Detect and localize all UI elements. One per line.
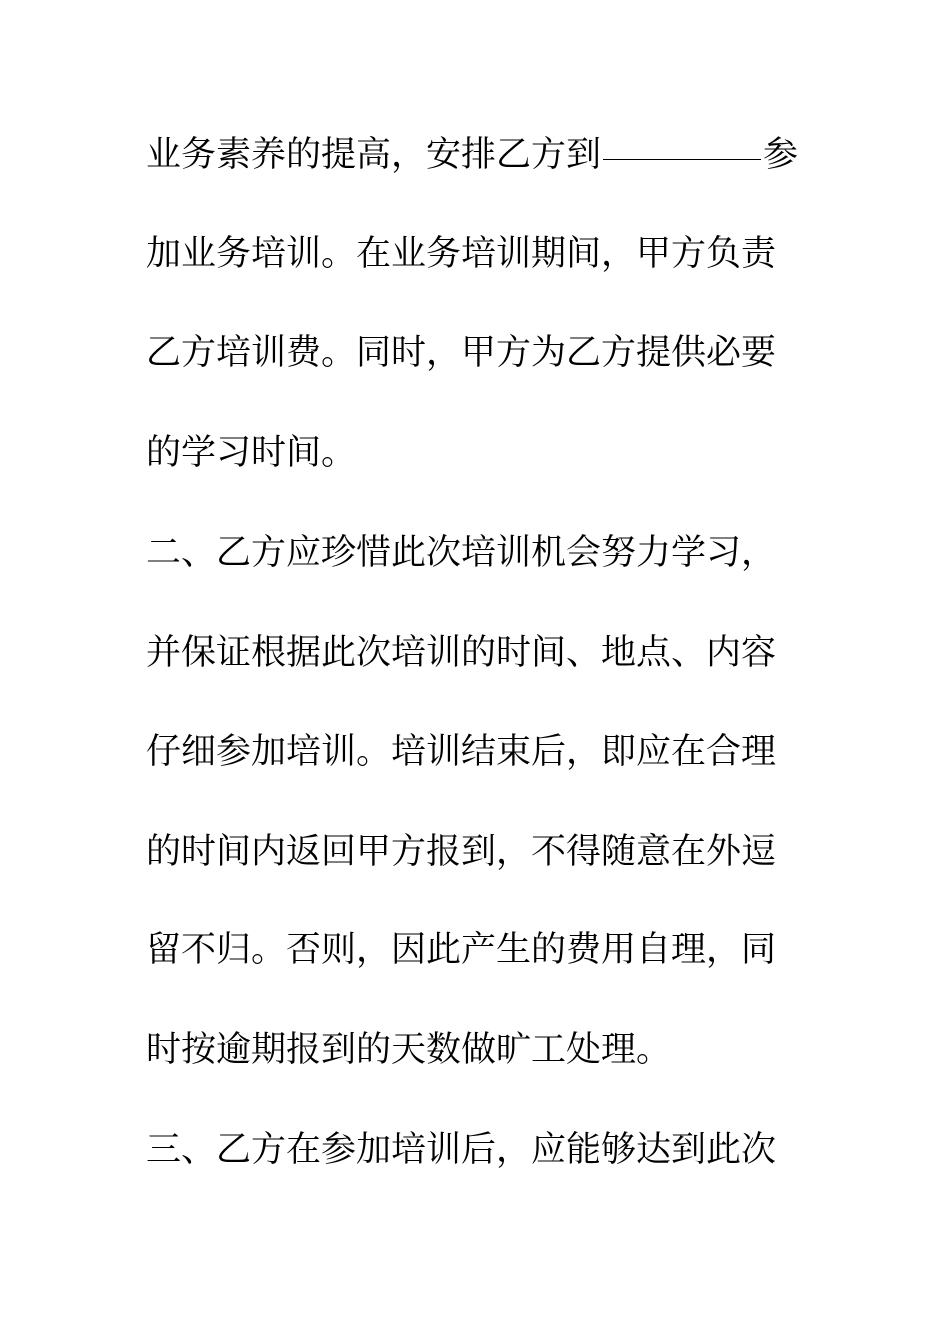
clause-two-line-4: 的时间内返回甲方报到，不得随意在外逗	[146, 832, 777, 872]
clause-two-line-5: 留不归。否则，因此产生的费用自理，同	[146, 930, 777, 970]
clause-two-line-3: 仔细参加培训。培训结束后，即应在合理	[146, 732, 777, 772]
paragraph-line-3: 乙方培训费。同时，甲方为乙方提供必要	[146, 333, 777, 373]
line-1-text-before-blank: 业务素养的提高，安排乙方到	[146, 135, 602, 175]
clause-two-line-6: 时按逾期报到的天数做旷工处理。	[146, 1030, 672, 1070]
paragraph-line-1	[146, 129, 806, 179]
clause-two-line-2: 并保证根据此次培训的时间、地点、内容	[146, 633, 777, 673]
paragraph-line-2: 加业务培训。在业务培训期间，甲方负责	[146, 234, 777, 274]
clause-two-line-1: 二、乙方应珍惜此次培训机会努力学习，	[146, 533, 777, 573]
clause-three-line-1: 三、乙方在参加培训后，应能够达到此次	[146, 1130, 777, 1170]
fill-in-blank-training-location	[603, 123, 761, 160]
line-1-text-after-blank: 参	[763, 135, 799, 175]
paragraph-line-4: 的学习时间。	[146, 433, 357, 473]
